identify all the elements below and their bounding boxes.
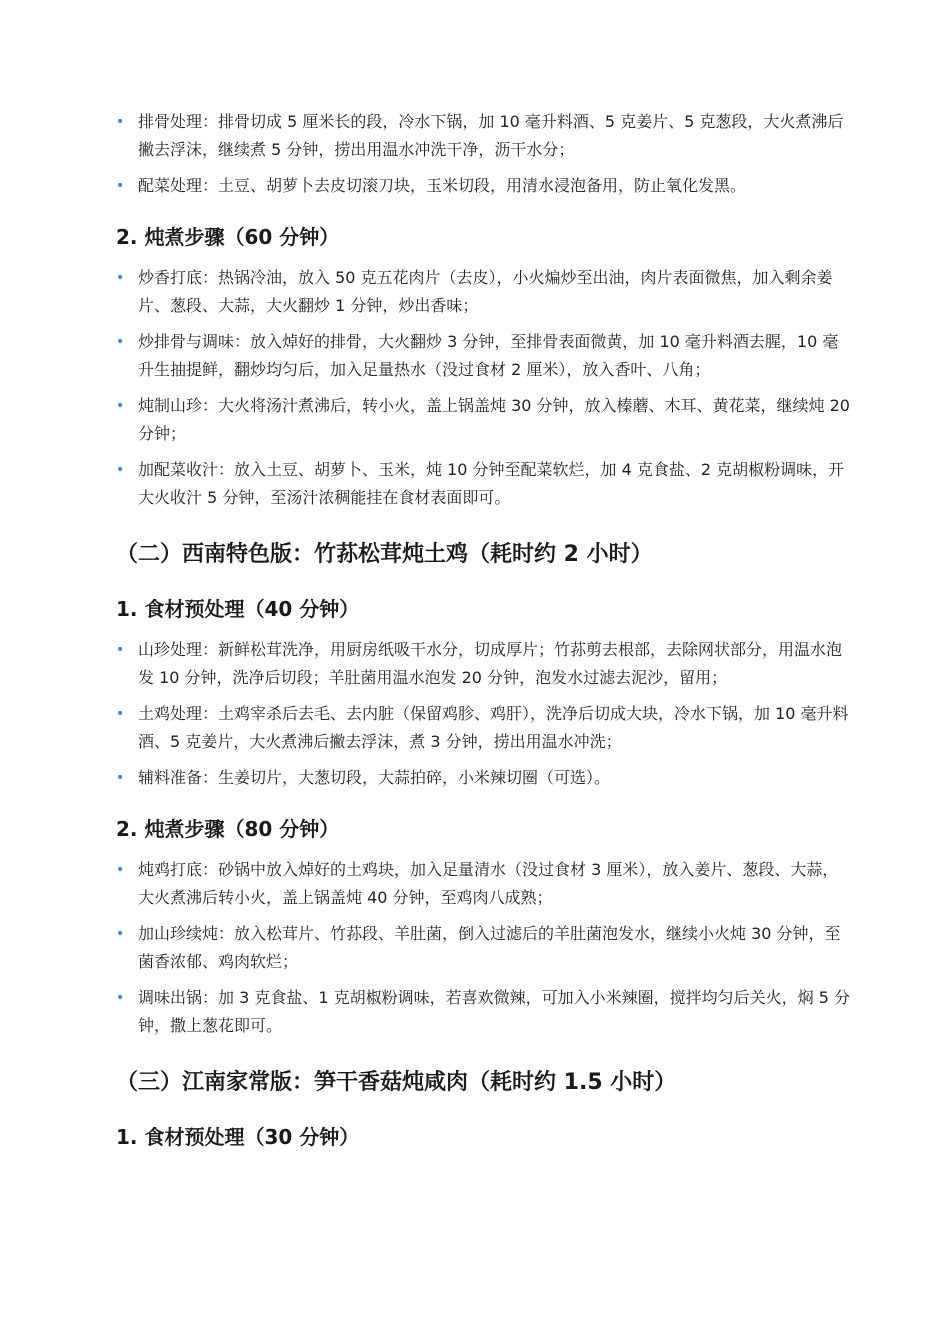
list-item xyxy=(116,984,850,1040)
bullet-dot-icon: • xyxy=(116,462,125,478)
list-item xyxy=(116,764,850,792)
bullet-dot-icon: • xyxy=(116,398,125,414)
list-item xyxy=(116,264,850,320)
step-heading: 1. 食材预处理（30 分钟） xyxy=(116,1125,360,1149)
bullet-list xyxy=(116,856,850,1040)
step-heading: 2. 炖煮步骤（80 分钟） xyxy=(116,817,340,841)
bullet-dot-icon: • xyxy=(116,178,125,194)
bullet-dot-icon: • xyxy=(116,114,125,130)
list-item-text: 调味出锅：加 3 克食盐、1 克胡椒粉调味，若喜欢微辣，可加入小米辣圈，搅拌均匀后关火，焖 5 分钟，撒上葱花即可。 xyxy=(138,988,850,1035)
list-item-text: 排骨处理：排骨切成 5 厘米长的段，冷水下锅，加 10 毫升料酒、5 克姜片、5 克葱段，大火煮沸后撇去浮沫，继续煮 5 分钟，捞出用温水冲洗干净，沥干水分； xyxy=(138,112,844,159)
bullet-dot-icon: • xyxy=(116,706,125,722)
bullet-dot-icon: • xyxy=(116,770,125,786)
list-item-text: 炖鸡打底：砂锅中放入焯好的土鸡块，加入足量清水（没过食材 3 厘米），放入姜片、葱段、大蒜，大火煮沸后转小火，盖上锅盖炖 40 分钟，至鸡肉八成熟； xyxy=(138,860,839,907)
list-item-text: 加山珍续炖：放入松茸片、竹荪段、羊肚菌，倒入过滤后的羊肚菌泡发水，继续小火炖 30 分钟，至菌香浓郁、鸡肉软烂； xyxy=(138,924,841,971)
list-item xyxy=(116,172,850,200)
bullet-dot-icon: • xyxy=(116,334,125,350)
list-item xyxy=(116,328,850,384)
list-item xyxy=(116,700,850,756)
section-heading: （二）西南特色版：竹荪松茸炖土鸡（耗时约 2 小时） xyxy=(116,542,653,567)
list-item-text: 辅料准备：生姜切片，大葱切段，大蒜拍碎，小米辣切圈（可选）。 xyxy=(138,768,611,787)
bullet-dot-icon: • xyxy=(116,926,125,942)
bullet-dot-icon: • xyxy=(116,862,125,878)
list-item-text: 炒排骨与调味：放入焯好的排骨，大火翻炒 3 分钟，至排骨表面微黄，加 10 毫升料酒去腥，10 毫升生抽提鲜，翻炒均匀后，加入足量热水（没过食材 2 厘米），放入香叶、八角； xyxy=(138,332,839,379)
list-item xyxy=(116,456,850,512)
bullet-dot-icon: • xyxy=(116,990,125,1006)
list-item xyxy=(116,856,850,912)
list-item xyxy=(116,636,850,692)
bullet-list xyxy=(116,264,850,512)
step-heading: 2. 炖煮步骤（60 分钟） xyxy=(116,225,340,249)
list-item xyxy=(116,920,850,976)
bullet-list xyxy=(116,108,850,200)
bullet-dot-icon: • xyxy=(116,642,125,658)
list-item xyxy=(116,392,850,448)
list-item-text: 加配菜收汁：放入土豆、胡萝卜、玉米，炖 10 分钟至配菜软烂，加 4 克食盐、2 克胡椒粉调味，开大火收汁 5 分钟，至汤汁浓稠能挂在食材表面即可。 xyxy=(138,460,845,507)
list-item-text: 山珍处理：新鲜松茸洗净，用厨房纸吸干水分，切成厚片；竹荪剪去根部，去除网状部分，用温水泡发 10 分钟，洗净后切段；羊肚菌用温水泡发 20 分钟，泡发水过滤去泥沙，留用； xyxy=(138,640,843,687)
list-item-text: 土鸡处理：土鸡宰杀后去毛、去内脏（保留鸡胗、鸡肝），洗净后切成大块，冷水下锅，加 10 毫升料酒、5 克姜片，大火煮沸后撇去浮沫，煮 3 分钟，捞出用温水冲洗； xyxy=(138,704,849,751)
step-heading: 1. 食材预处理（40 分钟） xyxy=(116,597,360,621)
list-item xyxy=(116,108,850,164)
section-heading: （三）江南家常版：笋干香菇炖咸肉（耗时约 1.5 小时） xyxy=(116,1070,677,1095)
list-item-text: 炒香打底：热锅冷油，放入 50 克五花肉片（去皮），小火煸炒至出油，肉片表面微焦，加入剩余姜片、葱段、大蒜，大火翻炒 1 分钟，炒出香味； xyxy=(138,268,833,315)
list-item-text: 配菜处理：土豆、胡萝卜去皮切滚刀块，玉米切段，用清水浸泡备用，防止氧化发黑。 xyxy=(138,176,747,195)
bullet-list xyxy=(116,636,850,792)
list-item-text: 炖制山珍：大火将汤汁煮沸后，转小火，盖上锅盖炖 30 分钟，放入榛蘑、木耳、黄花菜，继续炖 20 分钟； xyxy=(138,396,850,443)
bullet-dot-icon: • xyxy=(116,270,125,286)
